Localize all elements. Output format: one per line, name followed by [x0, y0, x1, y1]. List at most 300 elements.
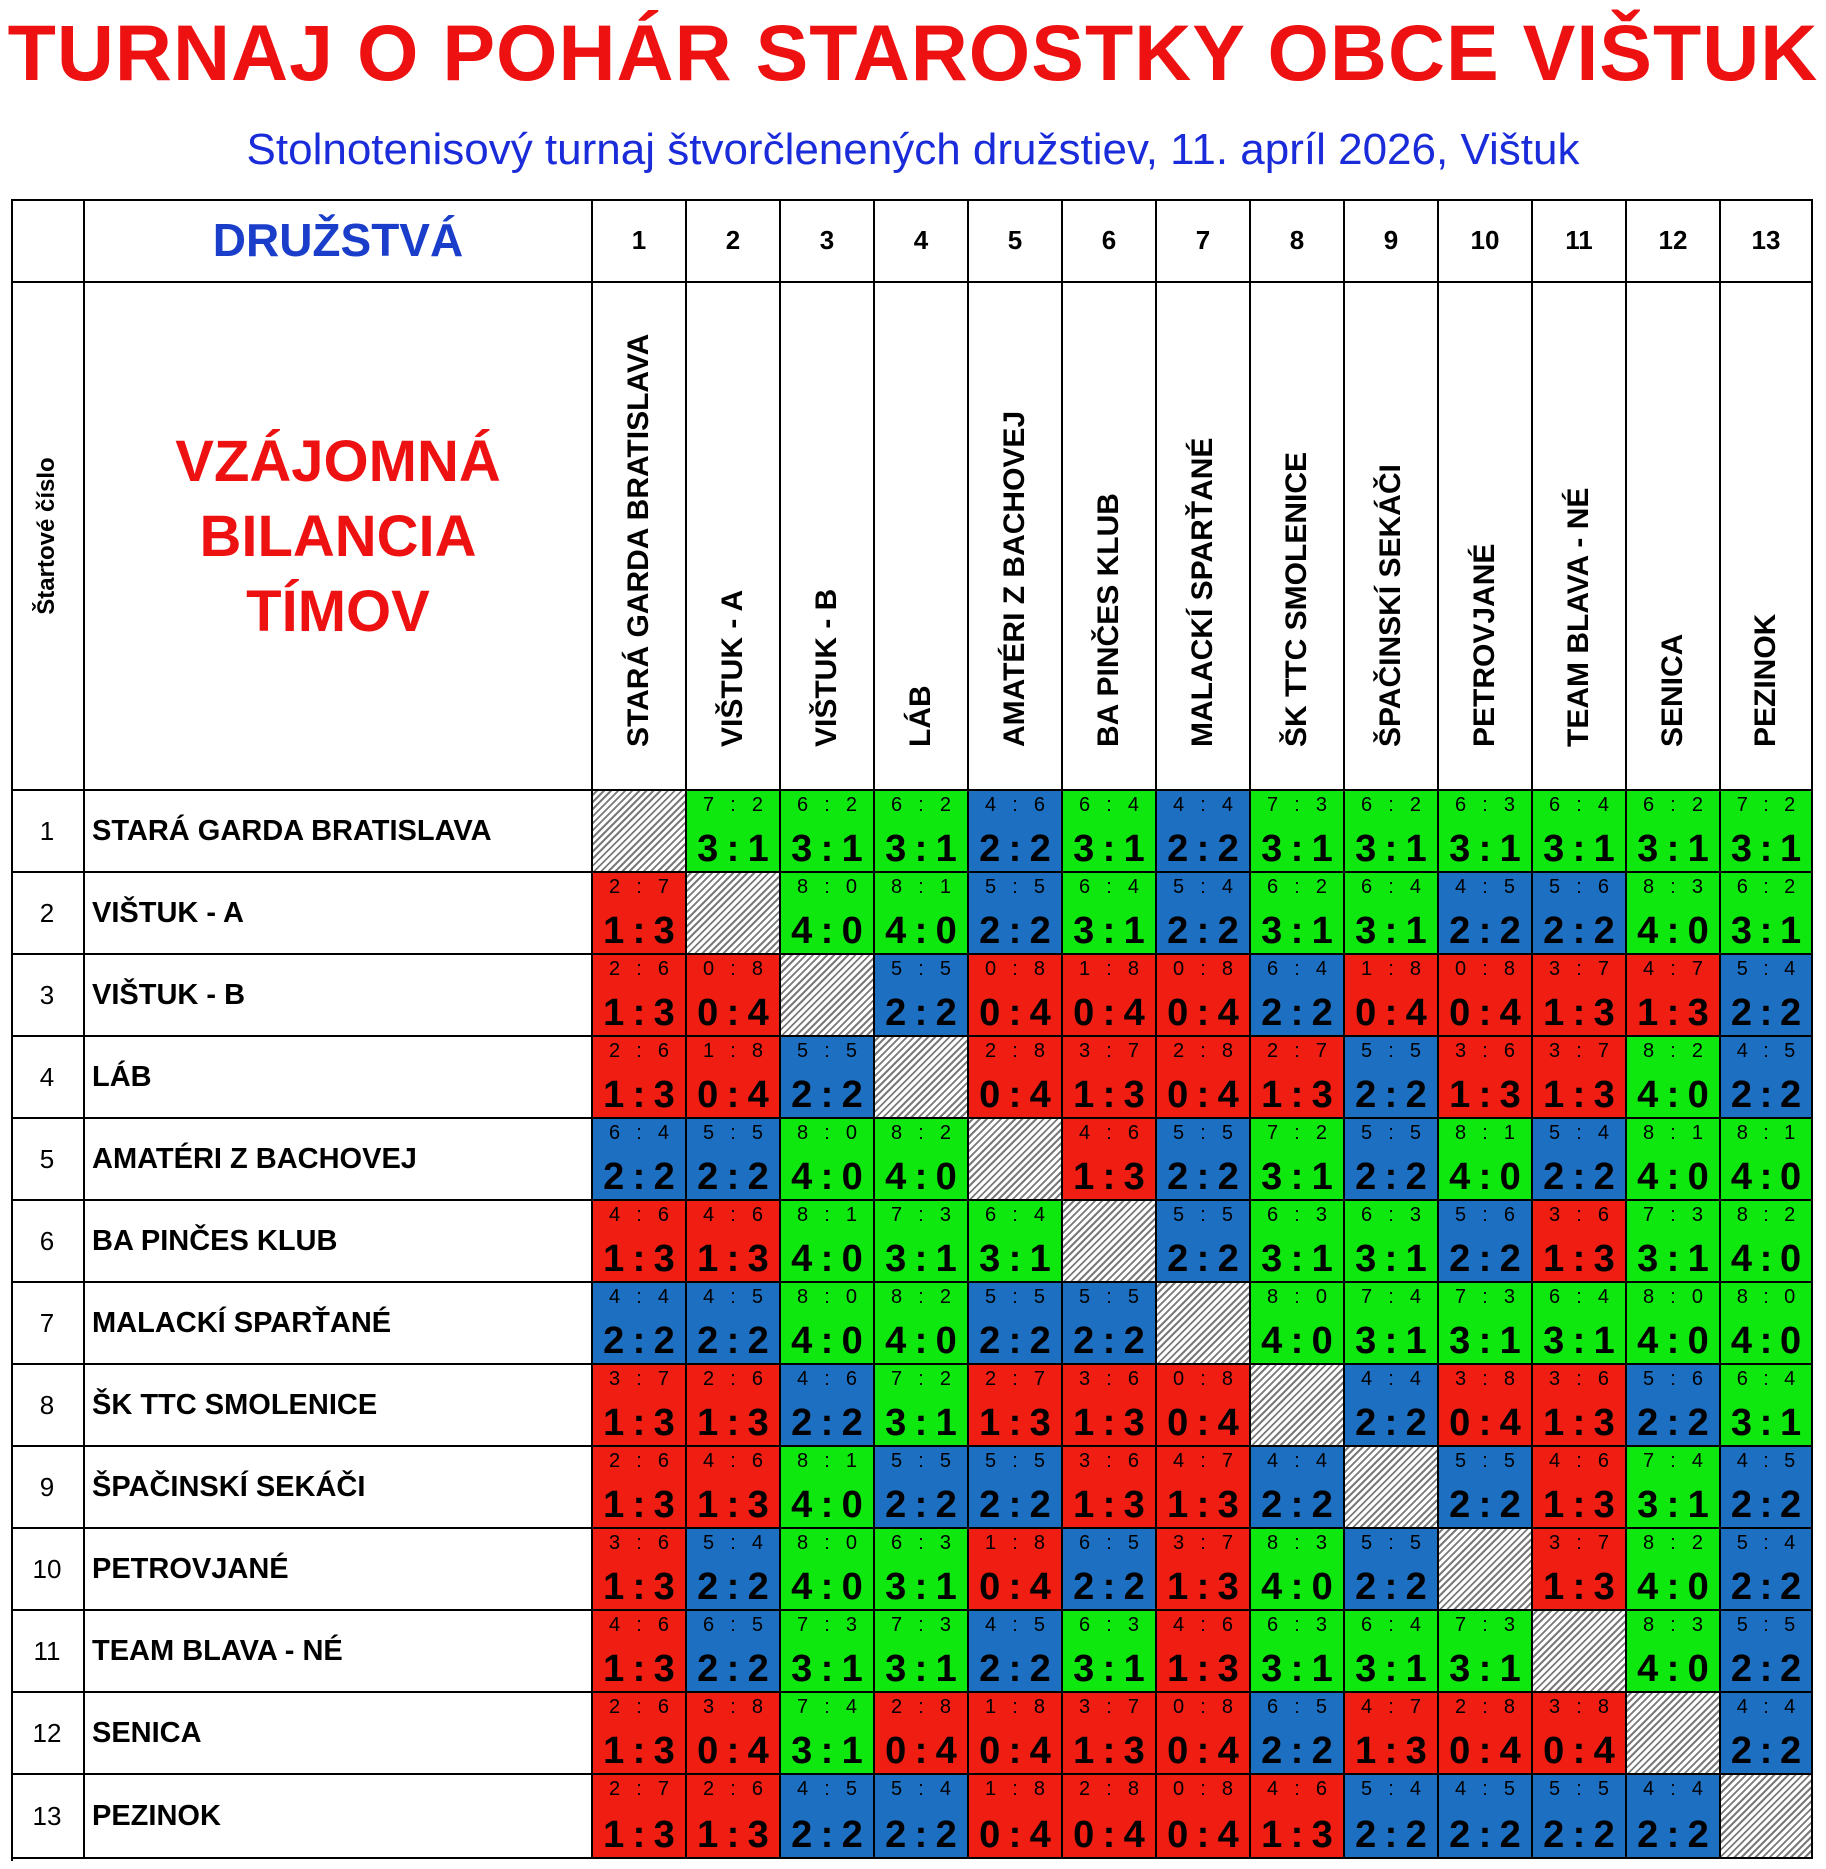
match-score: [781, 1567, 873, 1607]
match-points: [1721, 959, 1811, 979]
match-points-part: :: [824, 1696, 830, 1718]
match-points-part: 6: [1079, 1614, 1091, 1636]
match-score-part: :: [632, 1238, 646, 1280]
match-points-part: 5: [1361, 1778, 1373, 1800]
match-points: [593, 1615, 685, 1635]
match-result-cell: [1063, 1611, 1157, 1693]
match-score-part: :: [1478, 1814, 1492, 1856]
match-points-part: :: [1576, 876, 1582, 898]
match-score-part: 2: [1355, 1156, 1377, 1198]
match-points: [593, 1205, 685, 1225]
match-points: [875, 1123, 967, 1143]
match-points-part: 5: [1033, 1286, 1045, 1308]
match-result-cell: [781, 1283, 875, 1365]
column-number-label: 6: [1101, 224, 1117, 255]
match-score-part: :: [820, 1074, 834, 1116]
row-start-number: [11, 873, 85, 955]
match-score-part: 4: [1449, 1156, 1471, 1198]
row-team-name-cell: [85, 1365, 593, 1447]
column-number-3: [781, 199, 875, 283]
match-points-part: :: [1388, 1778, 1394, 1800]
match-points-part: 5: [845, 1778, 857, 1800]
match-result-cell: [781, 1447, 875, 1529]
match-points-part: 4: [1173, 1614, 1185, 1636]
column-team-header: [1251, 283, 1345, 791]
row-start-number: [11, 1201, 85, 1283]
match-score: [1063, 829, 1155, 869]
match-points: [1627, 1779, 1719, 1799]
match-result-cell: [1627, 1119, 1721, 1201]
match-points-part: 5: [1503, 1778, 1515, 1800]
match-points-part: 0: [1315, 1286, 1327, 1308]
match-score-part: :: [1196, 910, 1210, 952]
match-points-part: :: [1012, 1286, 1018, 1308]
match-points-part: 3: [1173, 1532, 1185, 1554]
match-points: [1345, 1205, 1437, 1225]
match-score-part: :: [726, 828, 740, 870]
match-points-part: 8: [1597, 1696, 1609, 1718]
match-score: [687, 1239, 779, 1279]
match-score-part: 2: [1167, 910, 1189, 952]
match-points: [875, 1205, 967, 1225]
match-points: [1533, 1041, 1625, 1061]
match-points-part: 4: [1315, 958, 1327, 980]
match-points: [1533, 1123, 1625, 1143]
match-points-part: 3: [1503, 794, 1515, 816]
match-score-part: 1: [1311, 1648, 1333, 1690]
match-points-part: 3: [1455, 1040, 1467, 1062]
match-score-part: 3: [1499, 1074, 1521, 1116]
match-points-part: :: [730, 794, 736, 816]
match-score-part: :: [1196, 1814, 1210, 1856]
match-score-part: :: [1102, 1074, 1116, 1116]
match-score-part: :: [1384, 910, 1398, 952]
match-points-part: 8: [1409, 958, 1421, 980]
match-score-part: :: [1384, 1648, 1398, 1690]
match-score-part: :: [1196, 1402, 1210, 1444]
match-points: [687, 1697, 779, 1717]
match-points-part: 4: [845, 1696, 857, 1718]
match-points-part: :: [1576, 1040, 1582, 1062]
match-result-cell: [1533, 1283, 1627, 1365]
match-points-part: 8: [1221, 1696, 1233, 1718]
match-score: [1063, 993, 1155, 1033]
match-score-part: :: [914, 828, 928, 870]
match-points-part: 0: [1691, 1286, 1703, 1308]
match-score-part: 2: [1355, 1566, 1377, 1608]
match-points: [1627, 1533, 1719, 1553]
match-score-part: :: [1572, 1238, 1586, 1280]
match-score-part: :: [1478, 992, 1492, 1034]
match-score-part: 1: [1073, 1484, 1095, 1526]
match-score-part: :: [1290, 910, 1304, 952]
match-score-part: 1: [1073, 1074, 1095, 1116]
match-points-part: 7: [1691, 958, 1703, 980]
match-score: [781, 1649, 873, 1689]
match-score: [1627, 829, 1719, 869]
match-score-part: 4: [791, 1238, 813, 1280]
match-score-part: 1: [697, 1238, 719, 1280]
match-score: [1251, 1815, 1343, 1855]
match-score-part: 3: [1261, 1156, 1283, 1198]
match-points: [1439, 1451, 1531, 1471]
row-number-label: 5: [39, 1143, 55, 1174]
match-score-part: :: [820, 910, 834, 952]
column-number-4: [875, 199, 969, 283]
column-number-6: [1063, 199, 1157, 283]
match-score-part: :: [1572, 1402, 1586, 1444]
match-points-part: :: [636, 1286, 642, 1308]
match-points-part: 5: [1784, 1450, 1796, 1472]
match-score-part: 4: [791, 910, 813, 952]
match-score: [1533, 1567, 1625, 1607]
match-points-part: :: [1200, 876, 1206, 898]
match-points-part: 4: [1597, 1122, 1609, 1144]
match-score-part: 2: [791, 1074, 813, 1116]
match-score-part: 4: [1499, 992, 1521, 1034]
match-score: [1251, 993, 1343, 1033]
match-result-cell: [687, 1119, 781, 1201]
match-points: [1063, 795, 1155, 815]
match-score-part: :: [1572, 1320, 1586, 1362]
match-points-part: 6: [1267, 958, 1279, 980]
match-score-part: 2: [1123, 1320, 1145, 1362]
match-points-part: 5: [1221, 1122, 1233, 1144]
match-points-part: 2: [1691, 794, 1703, 816]
match-points: [1439, 1615, 1531, 1635]
match-points-part: 5: [891, 1778, 903, 1800]
match-score-part: :: [1384, 1814, 1398, 1856]
match-score: [969, 911, 1061, 951]
match-points-part: :: [1012, 876, 1018, 898]
match-points-part: :: [1763, 958, 1769, 980]
match-score: [1063, 1567, 1155, 1607]
match-score: [1157, 911, 1249, 951]
match-score: [1627, 993, 1719, 1033]
match-score-part: 3: [653, 1238, 675, 1280]
match-score: [1345, 1239, 1437, 1279]
match-points-part: 4: [1127, 876, 1139, 898]
match-score-part: 2: [603, 1320, 625, 1362]
match-points: [969, 1205, 1061, 1225]
match-points-part: 5: [985, 876, 997, 898]
match-points-part: 5: [1549, 1122, 1561, 1144]
match-points: [969, 1041, 1061, 1061]
match-points: [1251, 959, 1343, 979]
match-score: [593, 1403, 685, 1443]
match-score-part: 2: [697, 1648, 719, 1690]
match-score: [593, 1649, 685, 1689]
match-score: [1345, 1649, 1437, 1689]
match-points-part: 4: [1409, 876, 1421, 898]
match-points: [1063, 877, 1155, 897]
match-points-part: 4: [1455, 876, 1467, 898]
match-score-part: 0: [1780, 1238, 1802, 1280]
match-points-part: :: [1388, 794, 1394, 816]
match-points: [593, 1451, 685, 1471]
corner-cell: [11, 199, 85, 283]
match-points-part: 6: [1079, 1532, 1091, 1554]
match-score-part: 2: [1637, 1402, 1659, 1444]
match-score: [1157, 1403, 1249, 1443]
match-points-part: :: [918, 1368, 924, 1390]
row-number-label: 1: [39, 815, 55, 846]
match-score: [1345, 911, 1437, 951]
match-points-part: 4: [1455, 1778, 1467, 1800]
results-table: [11, 199, 1813, 1861]
match-points-part: 8: [891, 1122, 903, 1144]
match-score-part: :: [1008, 992, 1022, 1034]
match-score: [875, 1731, 967, 1771]
match-result-cell: [1063, 1283, 1157, 1365]
match-score-part: 3: [1123, 1484, 1145, 1526]
row-team-name-cell: [85, 1693, 593, 1775]
match-points: [1157, 1615, 1249, 1635]
match-result-cell: [1157, 1611, 1251, 1693]
match-score-part: 1: [603, 1402, 625, 1444]
column-team-header: [1345, 283, 1439, 791]
match-points-part: 4: [1221, 794, 1233, 816]
row-team-name-cell: [85, 1119, 593, 1201]
match-points-part: 6: [1503, 1040, 1515, 1062]
match-points-part: 5: [1033, 876, 1045, 898]
match-score-part: :: [1759, 1320, 1773, 1362]
match-result-cell: [1627, 1611, 1721, 1693]
match-points: [687, 1451, 779, 1471]
match-score-part: 3: [1593, 1074, 1615, 1116]
match-score-part: 3: [885, 1566, 907, 1608]
match-score-part: 1: [697, 1402, 719, 1444]
match-score-part: 2: [1780, 1074, 1802, 1116]
match-points-part: 3: [1549, 1696, 1561, 1718]
match-result-cell: [781, 1037, 875, 1119]
match-result-cell: [1721, 1529, 1813, 1611]
match-result-cell: [875, 1283, 969, 1365]
match-points: [687, 1287, 779, 1307]
match-result-cell: [1345, 1119, 1439, 1201]
match-points-part: 6: [703, 1614, 715, 1636]
match-score-part: 2: [1217, 1238, 1239, 1280]
match-result-cell: [969, 873, 1063, 955]
match-points-part: 6: [1597, 1368, 1609, 1390]
match-score: [1533, 829, 1625, 869]
match-points-part: 6: [891, 794, 903, 816]
match-score: [687, 1403, 779, 1443]
match-points: [1345, 1697, 1437, 1717]
self-match-cell: [781, 955, 875, 1037]
match-points-part: 6: [1267, 1204, 1279, 1226]
match-points: [1721, 1451, 1811, 1471]
match-score-part: 3: [885, 1238, 907, 1280]
match-score: [969, 1239, 1061, 1279]
match-score-part: 3: [1123, 1074, 1145, 1116]
match-score-part: :: [1008, 1648, 1022, 1690]
match-score-part: :: [1384, 1730, 1398, 1772]
match-points-part: :: [918, 1122, 924, 1144]
match-points-part: 4: [1409, 1614, 1421, 1636]
match-points-part: :: [1482, 1122, 1488, 1144]
match-points-part: 6: [1221, 1614, 1233, 1636]
match-points-part: :: [1012, 1368, 1018, 1390]
match-points-part: 3: [1549, 1204, 1561, 1226]
match-points-part: 0: [1173, 1696, 1185, 1718]
match-score-part: 4: [885, 910, 907, 952]
match-result-cell: [593, 1447, 687, 1529]
match-score-part: :: [820, 1238, 834, 1280]
match-points-part: 3: [845, 1614, 857, 1636]
match-score-part: 3: [1261, 1648, 1283, 1690]
match-points-part: 4: [1597, 1286, 1609, 1308]
match-score-part: :: [632, 1402, 646, 1444]
match-result-cell: [1345, 873, 1439, 955]
match-score-part: :: [1478, 828, 1492, 870]
match-score-part: 2: [1073, 1566, 1095, 1608]
match-points-part: 7: [703, 794, 715, 816]
self-match-cell: [1345, 1447, 1439, 1529]
column-team-header: [1627, 283, 1721, 791]
match-score-part: 2: [1405, 1156, 1427, 1198]
match-points-part: 4: [1784, 1696, 1796, 1718]
match-points: [1439, 795, 1531, 815]
match-score-part: 3: [1593, 992, 1615, 1034]
match-score-part: 1: [1405, 1320, 1427, 1362]
match-points-part: 3: [939, 1614, 951, 1636]
match-score: [1721, 1731, 1811, 1771]
match-points: [1063, 1123, 1155, 1143]
match-points-part: 5: [703, 1532, 715, 1554]
match-score-part: :: [1478, 1156, 1492, 1198]
match-points: [875, 1451, 967, 1471]
match-result-cell: [687, 1447, 781, 1529]
match-score-part: :: [1759, 1238, 1773, 1280]
match-score: [1345, 1567, 1437, 1607]
match-score-part: 3: [885, 828, 907, 870]
match-points-part: 5: [891, 1450, 903, 1472]
match-points-part: 2: [609, 1040, 621, 1062]
match-score-part: :: [726, 1730, 740, 1772]
match-result-cell: [1345, 1201, 1439, 1283]
match-score-part: 3: [1123, 1156, 1145, 1198]
match-score-part: 1: [1073, 1156, 1095, 1198]
match-points-part: 3: [1127, 1614, 1139, 1636]
match-score: [781, 1485, 873, 1525]
match-points-part: :: [1670, 1778, 1676, 1800]
teams-header: [85, 199, 593, 283]
match-points-part: 2: [939, 1368, 951, 1390]
match-points: [1439, 1369, 1531, 1389]
match-score-part: 2: [1449, 1814, 1471, 1856]
match-result-cell: [969, 1611, 1063, 1693]
match-points-part: 4: [1267, 1450, 1279, 1472]
match-points-part: 4: [1643, 1778, 1655, 1800]
match-score-part: :: [1478, 1238, 1492, 1280]
match-score-part: :: [1759, 1730, 1773, 1772]
match-result-cell: [1721, 1201, 1813, 1283]
match-points-part: :: [1388, 1040, 1394, 1062]
match-points: [969, 1615, 1061, 1635]
match-score-part: :: [632, 910, 646, 952]
match-points-part: 3: [609, 1532, 621, 1554]
match-score-part: :: [1008, 1814, 1022, 1856]
match-score-part: 1: [1355, 1730, 1377, 1772]
match-score: [593, 1567, 685, 1607]
match-result-cell: [1063, 1693, 1157, 1775]
match-score-part: 0: [841, 1238, 863, 1280]
match-score-part: 1: [1780, 828, 1802, 870]
row-start-number: [11, 955, 85, 1037]
match-score-part: :: [1572, 1730, 1586, 1772]
match-result-cell: [1251, 1119, 1345, 1201]
match-score-part: 1: [603, 910, 625, 952]
match-points-part: 7: [1409, 1696, 1421, 1718]
row-team-name: STARÁ GARDA BRATISLAVA: [92, 814, 492, 847]
match-score-part: 0: [885, 1730, 907, 1772]
match-score: [1439, 1649, 1531, 1689]
match-score-part: 1: [697, 1814, 719, 1856]
match-score-part: 3: [1449, 1320, 1471, 1362]
match-score: [781, 1731, 873, 1771]
match-points-part: :: [730, 1368, 736, 1390]
match-score-part: 0: [1355, 992, 1377, 1034]
match-points: [593, 1041, 685, 1061]
match-score-part: 2: [1355, 1402, 1377, 1444]
match-points-part: 2: [1315, 1122, 1327, 1144]
match-result-cell: [969, 1283, 1063, 1365]
column-number-label: 3: [819, 224, 835, 255]
match-points-part: :: [1106, 1040, 1112, 1062]
match-points-part: 0: [703, 958, 715, 980]
match-score-part: :: [1759, 828, 1773, 870]
match-score-part: 2: [1593, 1814, 1615, 1856]
match-result-cell: [1439, 1693, 1533, 1775]
match-score-part: 3: [747, 1402, 769, 1444]
match-result-cell: [1345, 1037, 1439, 1119]
match-result-cell: [875, 955, 969, 1037]
match-points-part: 4: [1173, 1450, 1185, 1472]
match-score-part: 1: [1593, 1320, 1615, 1362]
match-points: [781, 1369, 873, 1389]
match-result-cell: [875, 1693, 969, 1775]
match-points-part: :: [636, 1450, 642, 1472]
match-points-part: :: [1482, 1778, 1488, 1800]
match-result-cell: [1439, 1365, 1533, 1447]
match-score: [593, 1157, 685, 1197]
match-score-part: :: [1008, 1320, 1022, 1362]
row-number-label: 6: [39, 1225, 55, 1256]
match-score: [875, 993, 967, 1033]
match-score-part: 4: [885, 1156, 907, 1198]
match-points-part: :: [1763, 1122, 1769, 1144]
match-points-part: 3: [1315, 1614, 1327, 1636]
match-points: [1157, 1205, 1249, 1225]
match-points: [1439, 1123, 1531, 1143]
match-points-part: 5: [939, 958, 951, 980]
match-score-part: 3: [1355, 910, 1377, 952]
match-points-part: 3: [1503, 1286, 1515, 1308]
match-score-part: 2: [841, 1402, 863, 1444]
match-points-part: :: [1200, 1696, 1206, 1718]
match-score: [969, 1485, 1061, 1525]
match-score-part: 2: [697, 1156, 719, 1198]
row-number-label: 12: [32, 1717, 62, 1748]
match-points: [969, 1697, 1061, 1717]
match-score-part: :: [1759, 910, 1773, 952]
match-score: [781, 1239, 873, 1279]
match-score: [969, 1321, 1061, 1361]
match-points-part: 0: [1173, 958, 1185, 980]
match-result-cell: [1439, 1611, 1533, 1693]
match-points-part: :: [1763, 1450, 1769, 1472]
